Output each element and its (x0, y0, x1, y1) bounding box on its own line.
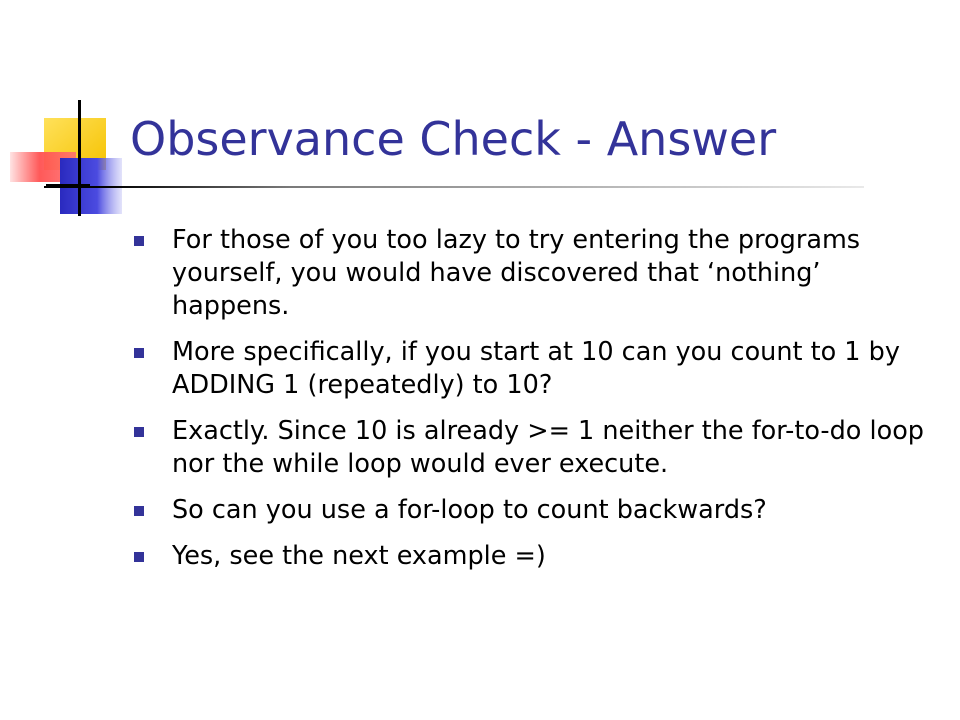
bullet-list (134, 224, 924, 586)
square-bullet-icon (134, 236, 144, 246)
slide-title: Observance Check - Answer (130, 112, 777, 166)
decorative-logo-graphic (0, 0, 140, 230)
bullet-text: So can you use a for-loop to count backwards? (172, 495, 767, 525)
square-bullet-icon (134, 427, 144, 437)
bullet-item (134, 336, 924, 402)
bullet-item (134, 540, 924, 573)
square-bullet-icon (134, 552, 144, 562)
title-divider (44, 186, 864, 188)
square-bullet-icon (134, 506, 144, 516)
bullet-item (134, 224, 924, 323)
bullet-text: Yes, see the next example =) (172, 541, 546, 571)
bullet-text: More specifically, if you start at 10 can you count to 1 by ADDING 1 (repeatedly) to 10? (172, 337, 900, 400)
bullet-text: For those of you too lazy to try entering the programs yourself, you would have discovered that ‘nothing’ happens. (172, 225, 861, 321)
bullet-text: Exactly. Since 10 is already >= 1 neither the for-to-do loop nor the while loop would ever execute. (172, 416, 924, 479)
bullet-item (134, 415, 924, 481)
bullet-item (134, 494, 924, 527)
square-bullet-icon (134, 348, 144, 358)
